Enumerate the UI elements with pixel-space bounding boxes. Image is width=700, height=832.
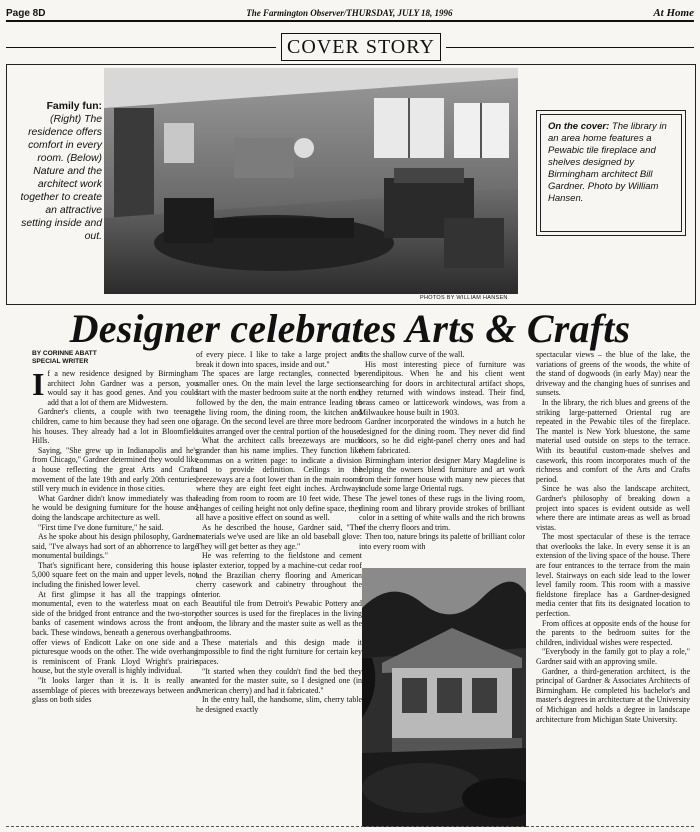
- masthead: [6, 6, 694, 22]
- lead-paragraph: [32, 366, 198, 407]
- section-name: At Home: [653, 7, 694, 19]
- cover-note: [540, 114, 682, 232]
- paragraph: As he described the house, Gardner said, "The materials we've used are like an old baseball glove: They will get better as they age.": [196, 522, 362, 551]
- paragraph: Birmingham interior designer Mary Magdeline is helping the owners blend furniture and art work from their former house with many new pieces that include some large Oriental rugs.: [359, 455, 525, 494]
- section-title: COVER STORY: [281, 33, 441, 61]
- paragraph: In the library, the rich blues and greens of the striking large-patterned Oriental rug are repeated in the Pewabic tiles of the fireplace. The mantel is New York bluestone, the same material used outside on steps to the terrace. With its beautiful custom-made shelves and casework, this room incorporates much of the richness and comfort of the Arts and Crafts period.: [536, 397, 690, 484]
- article-column-3: [359, 350, 525, 551]
- paragraph: He was referring to the fieldstone and cement plaster exterior, topped by a machine-cut cedar roof and the Brazilian cherry flooring and American cherry casework and cabinetry throughout the interior.: [196, 551, 362, 599]
- paragraph: Then too, nature brings its palette of brilliant color into every room with: [359, 532, 525, 551]
- divider-right: [446, 47, 694, 48]
- paper-dateline: The Farmington Observer/THURSDAY, JULY 18, 1996: [246, 8, 453, 18]
- photo-credit: PHOTOS BY WILLIAM HANSEN: [420, 295, 508, 301]
- paragraph: "Everybody in the family got to play a role," Gardner said with an approving smile.: [536, 647, 690, 666]
- paragraph: His most interesting piece of furniture was serendipitous. When he and his client went searching for doors in architectural artifact shops, they returned with windows instead. Their find, brass cameo or latticework windows, was from a Milwaukee house built in 1903.: [359, 359, 525, 417]
- paragraph: Saying, "She grew up in Indianapolis and he's from Chicago," Gardner determined they would like a house reflecting the great Arts and Crafts movement of the late 19th and early 20th centuries, still very much in evidence in those cities.: [32, 445, 198, 494]
- paragraph: The most spectacular of these is the terrace that overlooks the lake. In every sense it is an extension of the living space of the house. There are four entrances to the terrace from the main level. Stairways on each side lead to the lower level family room. This room with a massive fieldstone fireplace has a Gardner-designed media center that fits its designated location to perfection.: [536, 532, 690, 619]
- divider-left: [6, 47, 276, 48]
- article-column-1: [32, 350, 198, 705]
- interior-photo: [104, 68, 518, 294]
- caption-text: (Right) The residence offers comfort in every room. (Below) Nature and the architect work together to create an attractive setting inside and out.: [20, 114, 102, 242]
- paragraph: Gardner's clients, a couple with two teenage children, came to him because they had seen one of his houses. They already had a lot in Bloomfield Hills.: [32, 407, 198, 446]
- exterior-photo: [362, 568, 526, 827]
- paragraph: What Gardner didn't know immediately was that he would be designing furniture for the house and doing the landscape architecture as well.: [32, 493, 198, 522]
- byline-author: BY CORINNE ABATT: [32, 350, 97, 357]
- cover-note-text: The library in an area home features a Pewabic tile fireplace and shelves designed by Birmingham architect Bill Gardner. Photo by William Hansen.: [548, 121, 667, 204]
- paragraph: Since he was also the landscape architect, Gardner's philosophy of breaking down a project into spaces is evident outside as well where there are intimate areas as well as broad vistas.: [536, 484, 690, 532]
- drop-cap: I: [32, 366, 45, 402]
- cover-note-lead: On the cover:: [548, 121, 610, 132]
- paragraph: The spaces are large rectangles, connected by smaller ones. On the main level the large sections start with the master bedroom suite at the north end, followed by the den, the main entrance leading to the living room, the dining room, the kitchen and garage. On the second level are three more bedroom suites arranged over the central portion of the house.: [196, 369, 362, 436]
- paragraph: "It started when they couldn't find the bed they wanted for the master suite, so I designed one (in American cherry) and had it fabricated.": [196, 666, 362, 695]
- byline-title: SPECIAL WRITER: [32, 358, 89, 365]
- cover-note-box: [536, 110, 686, 236]
- paragraph: Gardner incorporated the windows in a hutch he designed for the dining room. They never did find doors, so he did eight-panel cherry ones and had them fabricated.: [359, 417, 525, 455]
- page-number: Page 8D: [6, 7, 46, 19]
- article-column-2: [196, 350, 362, 715]
- paragraph: fits the shallow curve of the wall.: [359, 350, 465, 359]
- interior-photo-image: [104, 68, 518, 294]
- paragraph: of every piece. I like to take a large project and break it down into spaces, inside and out.": [196, 350, 362, 369]
- byline: [32, 350, 198, 366]
- exterior-photo-image: [362, 568, 526, 827]
- paragraph: "It looks larger than it is. It is really an assemblage of pieces with breezeways between and glass on both sides: [32, 676, 198, 705]
- paragraph: As he spoke about his design philosophy, Gardner said, "I've always had sort of an abhorrence to large monumental buildings.": [32, 532, 198, 561]
- paragraph: f a new residence designed by Birmingham architect John Gardner was a person, you would say it has good genes. And you could add that a lot of them are Midwestern.: [47, 369, 198, 407]
- paragraph: spectacular views – the blue of the lake, the variations of greens of the woods, the white of the stand of dogwoods (in early May) near the driveway and the changing hues of sunrises and sunsets.: [536, 350, 690, 398]
- photo-caption: [14, 100, 102, 243]
- paragraph: The jewel tones of these rugs in the living room, dining room and library provide strokes of brilliant color in a setting of white walls and the rich browns of the cherry floors and trim.: [359, 493, 525, 532]
- paragraph: Beautiful tile from Detroit's Pewabic Pottery and other sources is used for the fireplaces in the living room, the library and the master suite as well as the bathrooms.: [196, 599, 362, 638]
- paragraph: At first glimpse it has all the trappings of monumental, even to the waterless moat on each side of the bridged front entrance and the two-story banks of casement windows across the front and back. These windows, beneath a generous overhang, offer views of Endicott Lake on one side and a picturesque woods on the other. The wide overhang is reminiscent of Frank Lloyd Wright's prairie house, but the style overall is highly individual.: [32, 589, 198, 676]
- caption-lead: Family fun:: [46, 101, 102, 112]
- paragraph: These materials and this design made it impossible to find the right furniture for certain key spaces.: [196, 637, 362, 666]
- page-footer-rule: [6, 826, 694, 827]
- paragraph: From offices at opposite ends of the house for the parents to the bedroom suites for the children, individual wishes were respected.: [536, 618, 690, 647]
- headline: Designer celebrates Arts & Crafts: [69, 306, 631, 351]
- paragraph: What the architect calls breezeways are much grander than his name implies. They function like commas on a written page: to indicate a division and to provide definition. Ceilings in the breezeways are a foot lower than in the main rooms where they are eight feet eight inches. Archways leading from room to room are 10 feet wide. These changes of ceiling height not only define space, they all have a positive effect on sound as well.: [196, 436, 362, 523]
- paragraph: In the entry hall, the handsome, slim, cherry table he designed exactly: [196, 695, 362, 714]
- paragraph: "First time I've done furniture," he said.: [38, 522, 164, 532]
- article-column-4: [536, 350, 690, 724]
- paragraph: Gardner, a third-generation architect, is the principal of Gardner & Associates Architects of Birmingham. He completed his bachelor's and master's degrees in architecture at the University of Michigan and holds a degree in landscape architecture from Michigan State University.: [536, 666, 690, 724]
- paragraph: That's significant here, considering this house is 5,000 square feet on the main and upper levels, not including the finished lower level.: [32, 560, 198, 590]
